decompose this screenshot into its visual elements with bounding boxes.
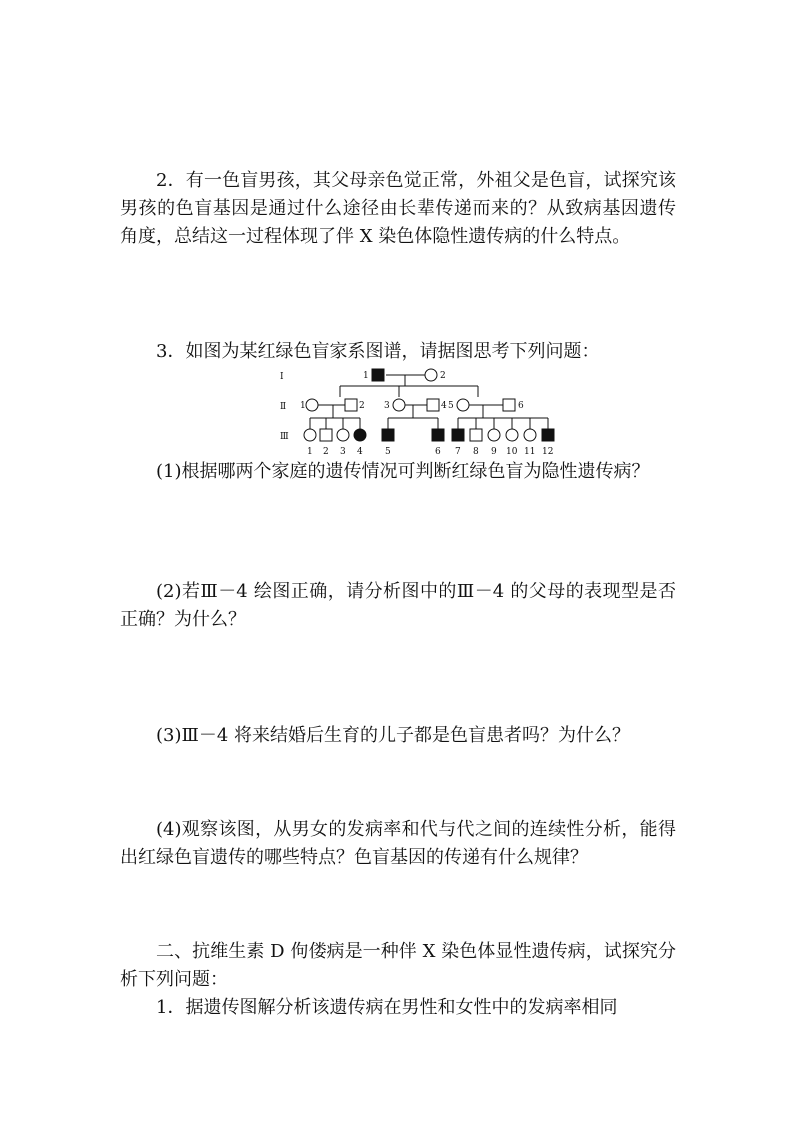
g2-label-4: 4 — [441, 401, 447, 411]
g2-label-5: 5 — [448, 401, 454, 411]
g3-4-affected-female — [354, 429, 366, 441]
g3-6-affected-male — [432, 429, 444, 441]
g2-label-2: 2 — [359, 401, 365, 411]
g1-label-2: 2 — [440, 371, 446, 381]
g1-2-female — [425, 369, 437, 381]
g2-label-3: 3 — [384, 401, 390, 411]
g3-8-male — [470, 429, 482, 441]
g3-3-female — [337, 429, 349, 441]
g2-5-female — [457, 399, 469, 411]
g2-1-female — [306, 399, 318, 411]
g3-label-8: 8 — [473, 447, 479, 457]
g3-label-9: 9 — [491, 447, 497, 457]
question-3-sub-4: (4)观察该图，从男女的发病率和代与代之间的连续性分析，能得出红绿色盲遗传的哪些特点？色盲基因的传递有什么规律？ — [120, 819, 676, 868]
g3-5-affected-male — [382, 429, 394, 441]
g2-2-male — [345, 399, 357, 411]
g2-label-1: 1 — [300, 401, 306, 411]
g3-12-affected-male — [542, 429, 554, 441]
g1-label-1: 1 — [363, 371, 369, 381]
question-2: 2．有一色盲男孩，其父母亲色觉正常，外祖父是色盲，试探究该男孩的色盲基因是通过什么途径由长辈传递而来的？从致病基因遗传角度，总结这一过程体现了伴 X 染色体隐性遗传病的什么特点。 — [120, 170, 676, 247]
g3-2-male — [320, 429, 332, 441]
g3-label-2: 2 — [323, 447, 329, 457]
section-2-question-1: 1．据遗传图解分析该遗传病在男性和女性中的发病率相同 — [156, 997, 618, 1018]
g3-label-1: 1 — [307, 447, 313, 457]
g2-6-male — [503, 399, 515, 411]
g3-1-female — [304, 429, 316, 441]
section-2-intro: 二、抗维生素 D 佝偻病是一种伴 X 染色体显性遗传病，试探究分析下列问题： — [120, 941, 676, 990]
g2-4-male — [427, 399, 439, 411]
g3-label-11: 11 — [524, 447, 536, 457]
g3-10-female — [506, 429, 518, 441]
g3-label-7: 7 — [455, 447, 461, 457]
question-3-intro: 3．如图为某红绿色盲家系图谱，请据图思考下列问题： — [156, 341, 600, 362]
question-3-sub-1: (1)根据哪两个家庭的遗传情况可判断红绿色盲为隐性遗传病？ — [156, 461, 650, 482]
g3-9-female — [488, 429, 500, 441]
g3-11-female — [524, 429, 536, 441]
gen-label-1: Ⅰ — [280, 372, 284, 382]
g3-label-6: 6 — [435, 447, 441, 457]
g3-label-4: 4 — [357, 447, 363, 457]
question-3-sub-2: (2)若Ⅲ－4 绘图正确，请分析图中的Ⅲ－4 的父母的表现型是否正确？为什么？ — [120, 581, 676, 630]
g3-label-12: 12 — [542, 447, 554, 457]
g2-label-6: 6 — [518, 401, 524, 411]
g3-label-5: 5 — [385, 447, 391, 457]
g3-7-affected-male — [452, 429, 464, 441]
g3-label-3: 3 — [340, 447, 346, 457]
gen-label-3: Ⅲ — [280, 432, 289, 442]
question-3-sub-3: (3)Ⅲ－4 将来结婚后生育的儿子都是色盲患者吗？为什么？ — [156, 725, 631, 746]
g2-3-female — [393, 399, 405, 411]
g3-label-10: 10 — [506, 447, 518, 457]
g1-1-affected-male — [372, 369, 384, 381]
gen-label-2: Ⅱ — [280, 402, 287, 412]
pedigree-chart — [278, 362, 558, 462]
